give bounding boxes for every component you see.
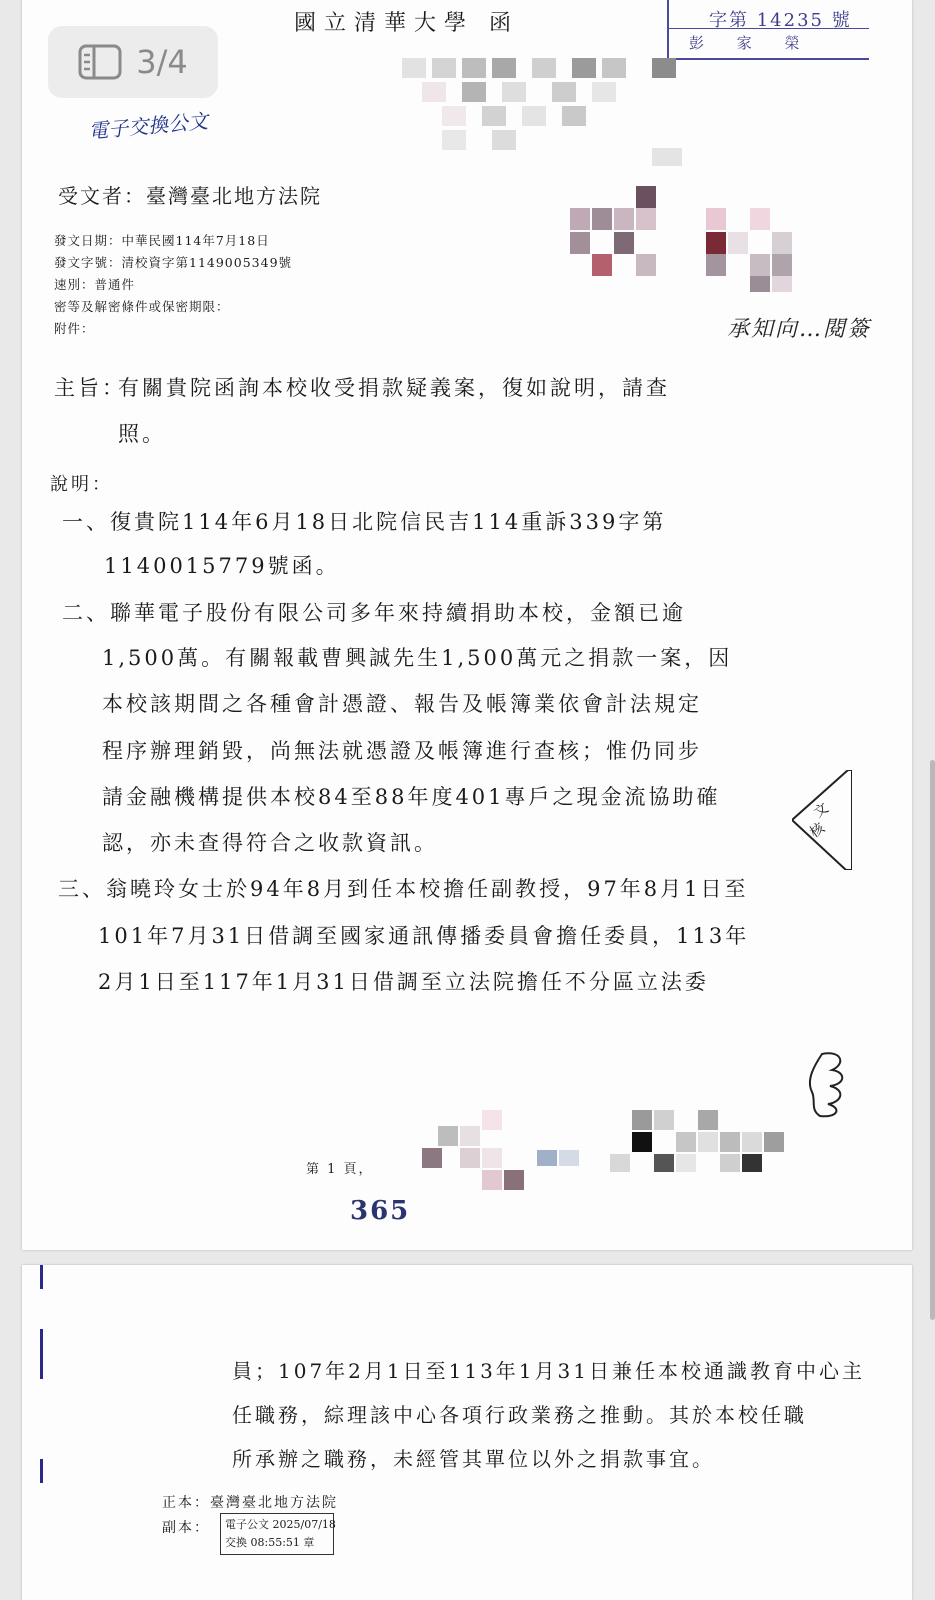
subject-line-2: 照。 bbox=[118, 422, 166, 446]
item2-line-2: 1,500萬。有關報載曹興誠先生1,500萬元之捐款一案，因 bbox=[102, 646, 733, 670]
handwritten-note: 承知向…閱簽 bbox=[727, 317, 872, 342]
redacted-area-top bbox=[402, 58, 702, 168]
stamp-number: 字第 14235 號 bbox=[709, 10, 852, 31]
receipt-stamp bbox=[667, 0, 869, 60]
receiver-line: 受文者：臺灣臺北地方法院 bbox=[58, 184, 322, 208]
punch-mark bbox=[40, 1329, 43, 1379]
item3-line-2: 101年7月31日借調至國家通訊傳播委員會擔任委員，113年 bbox=[98, 924, 750, 948]
item2-line-1: 二、聯華電子股份有限公司多年來持續捐助本校，金額已逾 bbox=[62, 601, 686, 625]
side-seal bbox=[792, 770, 852, 870]
page-footer: 第 1 頁， bbox=[306, 1162, 374, 1177]
redacted-area-signature bbox=[570, 186, 810, 316]
attachment-line: 附件： bbox=[54, 321, 95, 336]
stamped-number: 365 bbox=[350, 1196, 411, 1226]
subject-line-1: 有關貴院函詢本校收受捐款疑義案，復如說明，請查 bbox=[118, 376, 670, 400]
punch-mark bbox=[40, 1459, 43, 1483]
page-indicator[interactable] bbox=[48, 26, 218, 98]
original-to: 正本：臺灣臺北地方法院 bbox=[162, 1495, 338, 1511]
stamp-name: 彭 家 榮 bbox=[689, 34, 814, 52]
issue-meta bbox=[54, 230, 292, 340]
speed-class: 速別：普通件 bbox=[54, 277, 136, 292]
issue-number: 發文字號：清校資字第1149005349號 bbox=[54, 255, 293, 270]
item3-line-3: 2月1日至117年1月31日借調至立法院擔任不分區立法委 bbox=[98, 970, 709, 994]
item2-line-3: 本校該期間之各種會計憑證、報告及帳簿業依會計法規定 bbox=[102, 692, 702, 716]
issuer-title: 國立清華大學 函 bbox=[294, 11, 519, 36]
explanation-label: 說明： bbox=[50, 474, 113, 495]
page-layout-icon bbox=[78, 44, 122, 80]
secrecy-level: 密等及解密條件或保密期限： bbox=[54, 299, 230, 314]
exchange-stamp bbox=[220, 1513, 334, 1555]
svg-text:文: 文 bbox=[811, 800, 832, 822]
item3-line-1: 三、翁曉玲女士於94年8月到任本校擔任副教授，97年8月1日至 bbox=[58, 877, 749, 901]
item1-line-2: 1140015779號函。 bbox=[104, 554, 340, 578]
item1-line-1: 一、復貴院114年6月18日北院信民吉114重訴339字第 bbox=[62, 510, 667, 534]
document-page-1 bbox=[22, 0, 912, 1250]
vertical-scrollbar[interactable] bbox=[930, 760, 935, 1320]
item2-line-5: 請金融機構提供本校84至88年度401專戶之現金流協助確 bbox=[102, 785, 721, 809]
redacted-area-bottom bbox=[422, 1110, 822, 1210]
p2-line-2: 任職務，綜理該中心各項行政業務之推動。其於本校任職 bbox=[232, 1403, 807, 1427]
p2-line-1: 員；107年2月1日至113年1月31日兼任本校通識教育中心主 bbox=[232, 1359, 865, 1383]
document-page-2 bbox=[22, 1265, 912, 1600]
exchange-label: 電子交換公文 bbox=[87, 108, 209, 144]
item2-line-6: 認，亦未查得符合之收款資訊。 bbox=[102, 831, 438, 855]
copy-to: 副本： bbox=[162, 1520, 210, 1536]
punch-mark bbox=[40, 1265, 43, 1289]
svg-text:核: 核 bbox=[807, 820, 828, 842]
page-indicator-text: 3/4 bbox=[136, 43, 188, 81]
exchange-stamp-line-1: 電子公文 2025/07/18 bbox=[225, 1518, 336, 1531]
item2-line-4: 程序辦理銷毀，尚無法就憑證及帳簿進行查核；惟仍同步 bbox=[102, 739, 702, 763]
issue-date: 發文日期：中華民國114年7月18日 bbox=[54, 233, 270, 248]
subject-label: 主旨： bbox=[54, 376, 126, 400]
exchange-stamp-line-2: 交換 08:55:51 章 bbox=[225, 1536, 315, 1549]
p2-line-3: 所承辦之職務，未經管其單位以外之捐款事宜。 bbox=[232, 1447, 715, 1471]
